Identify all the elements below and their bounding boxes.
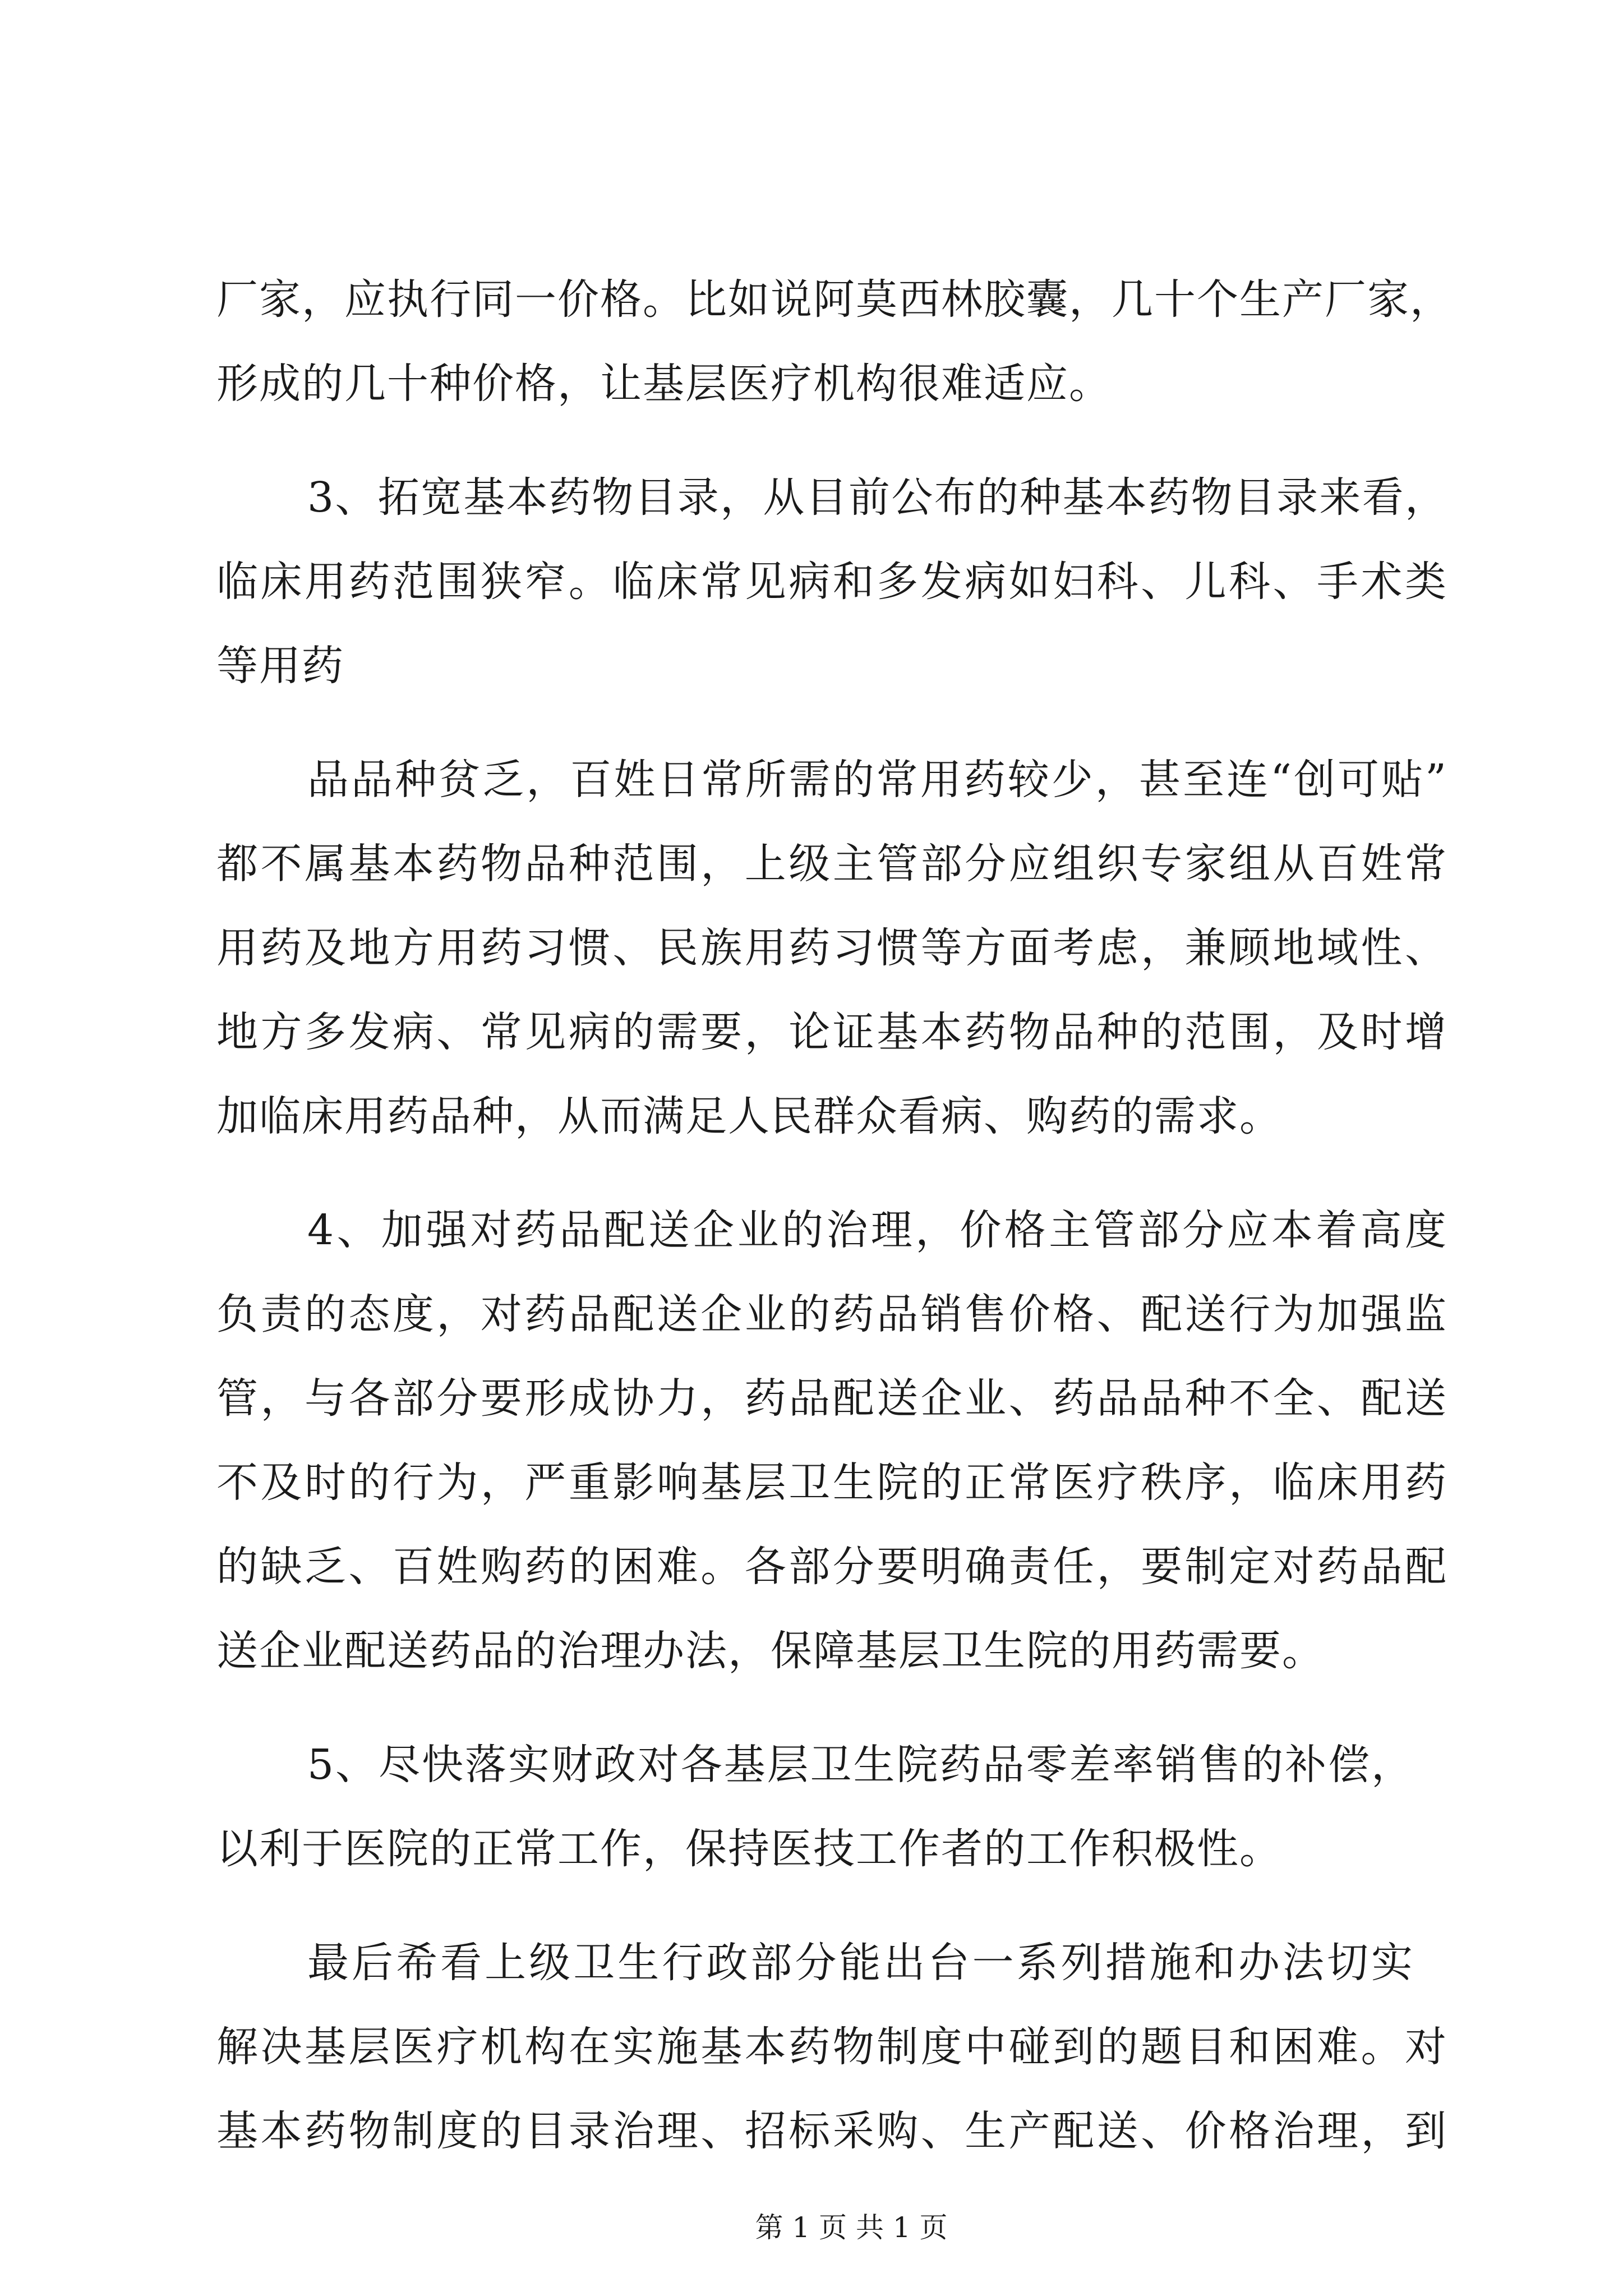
text-line: 厂家，应执行同一价格。比如说阿莫西林胶囊，几十个生产厂家，: [216, 275, 1453, 324]
text-line: 用药及地方用药习惯、民族用药习惯等方面考虑，兼顾地域性、: [216, 924, 1447, 972]
text-line: 解决基层医疗机构在实施基本药物制度中碰到的题目和困难。对: [216, 2023, 1447, 2071]
paragraph: [216, 738, 1447, 1158]
text-line: 不及时的行为，严重影响基层卫生院的正常医疗秩序，临床用药: [216, 1458, 1447, 1507]
text-line: 形成的几十种价格，让基层医疗机构很难适应。: [216, 360, 1112, 408]
text-line: 负责的态度，对药品配送企业的药品销售价格、配送行为加强监: [216, 1290, 1447, 1338]
paragraph: [216, 455, 1447, 708]
text-line: 5、尽快落实财政对各基层卫生院药品零差率销售的补偿，: [307, 1741, 1414, 1789]
text-line: 以利于医院的正常工作，保持医技工作者的工作积极性。: [216, 1825, 1282, 1873]
text-line: 3、拓宽基本药物目录，从目前公布的种基本药物目录来看，: [307, 473, 1447, 522]
text-line: 临床用药范围狭窄。临床常见病和多发病如妇科、儿科、手术类: [216, 558, 1447, 606]
text-line: 4、加强对药品配送企业的治理，价格主管部分应本着高度: [307, 1206, 1447, 1254]
text-line: 等用药: [216, 642, 344, 690]
paragraph: [216, 1921, 1447, 2173]
paragraph: [216, 1723, 1447, 1891]
text-line: 基本药物制度的目录治理、招标采购、生产配送、价格治理，到: [216, 2107, 1447, 2155]
text-line: 加临床用药品种，从而满足人民群众看病、购药的需求。: [216, 1092, 1282, 1140]
paragraph: [216, 257, 1453, 426]
text-line: 都不属基本药物品种范围，上级主管部分应组织专家组从百姓常: [216, 840, 1447, 888]
body-text: [216, 257, 1453, 2173]
text-line: 最后希看上级卫生行政部分能出台一系列措施和办法切实: [307, 1939, 1414, 1987]
page-footer: 第 1 页 共 1 页: [755, 2211, 948, 2244]
text-line: 的缺乏、百姓购药的困难。各部分要明确责任，要制定对药品配: [216, 1543, 1447, 1591]
text-line: 地方多发病、常见病的需要，论证基本药物品种的范围，及时增: [216, 1008, 1447, 1056]
text-line: 送企业配送药品的治理办法，保障基层卫生院的用药需要。: [216, 1627, 1325, 1675]
text-line: 品品种贫乏，百姓日常所需的常用药较少，甚至连“创可贴”: [307, 756, 1447, 804]
text-line: 管，与各部分要形成协力，药品配送企业、药品品种不全、配送: [216, 1374, 1447, 1423]
paragraph: [216, 1188, 1447, 1693]
